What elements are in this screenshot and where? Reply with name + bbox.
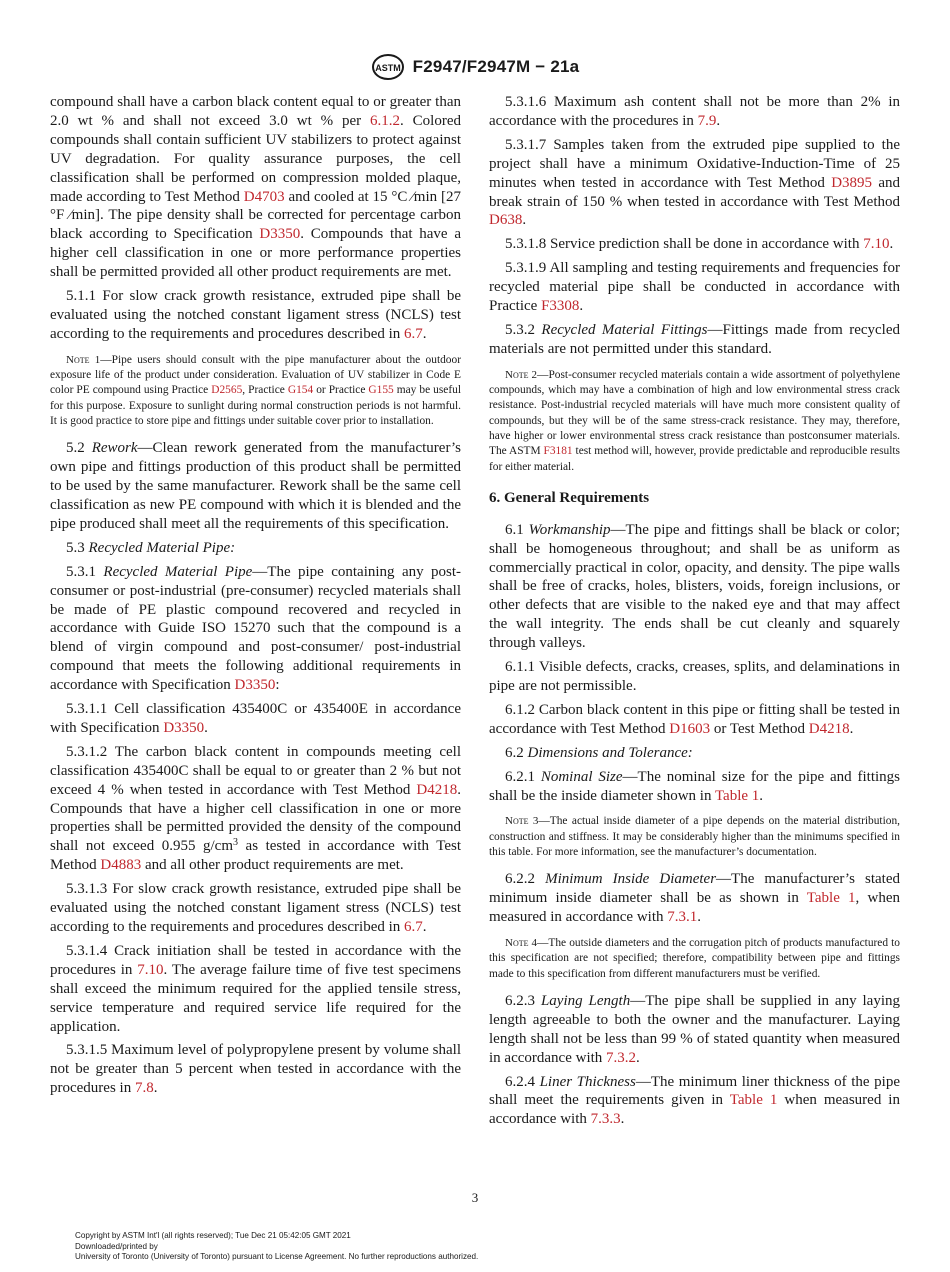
ref-link[interactable]: 6.1.2	[370, 112, 401, 129]
ref-link[interactable]: F3181	[543, 445, 573, 458]
paragraph-5-3-1-1: 5.3.1.1 Cell classification 435400C or 435400E in accordance with Specification D3350.	[50, 701, 461, 736]
paragraph-6-1-2: 6.1.2 Carbon black content in this pipe or fitting shall be tested in accordance with Test Method D1603 or Test Method D4218.	[489, 701, 900, 737]
note-4: Note 4—The outside diameters and the corrugation pitch of products manufactured to this specification are not specified; therefore, compatibility between pipe and fittings made to this specification from different manufacturers must be verified.	[489, 937, 901, 980]
ref-link[interactable]: 6.7	[404, 919, 423, 936]
paragraph-5-3-1-7: 5.3.1.7 Samples taken from the extruded pipe supplied to the project shall have a minimum Oxidative-Induction-Time of 25 minutes when tested in accordance with Test Method D3895 and break strain of 150 % when tested in accordance with Test Method D638.	[489, 136, 900, 229]
paragraph-5-3-1-9: 5.3.1.9 All sampling and testing requirements and frequencies for recycled material pipe shall be conducted in accordance with Practice F3308.	[489, 260, 900, 315]
paragraph-6-2-2: 6.2.2 Minimum Inside Diameter—The manufacturer’s stated minimum inside diameter shall be as shown in Table 1, when measured in accordance with 7.3.1.	[489, 871, 900, 926]
ref-link[interactable]: D4218	[416, 781, 458, 798]
ref-link[interactable]: D1603	[669, 720, 711, 737]
note-2: Note 2—Post-consumer recycled materials contain a wide assortment of polyethylene compounds, which may have a combination of high and low environmental stress crack resistance. Post-industrial recycled materials will have much more consistent quality of compounds, but they will be of the same stress-crack resistance. They may, therefore, have higher or lower environmental stress crack resistance than postconsumer materials. The ASTM F3181 test method will, however, provide predictable and reproducible results for either material.	[489, 368, 900, 473]
ref-link[interactable]: 7.3.3	[590, 1111, 621, 1128]
ref-link[interactable]: 7.9	[697, 112, 717, 129]
footer-line: Copyright by ASTM Int'l (all rights reserved); Tue Dec 21 05:42:05 GMT 2021	[75, 1231, 351, 1240]
footer-line: Downloaded/printed by	[75, 1241, 158, 1251]
ref-link[interactable]: G155	[368, 384, 394, 397]
right-column	[489, 93, 900, 1134]
document-designation: F2947/F2947M − 21a	[412, 57, 580, 76]
paragraph-5-1-1: 5.1.1 For slow crack growth resistance, extruded pipe shall be evaluated using the notched constant ligament stress (NCLS) test according to the requirements and procedures described in 6.7.	[50, 288, 461, 342]
ref-link[interactable]: 7.10	[137, 961, 164, 978]
astm-logo-icon	[371, 53, 405, 81]
ref-link[interactable]: 7.3.2	[606, 1049, 637, 1066]
ref-link[interactable]: G154	[287, 384, 314, 397]
paragraph-5-3-2: 5.3.2 Recycled Material Fittings—Fittings made from recycled materials are not permitted under this standard.	[489, 321, 900, 357]
page-number: 3	[471, 1190, 479, 1205]
ref-link[interactable]: Table 1	[806, 890, 856, 907]
footer-line: University of Toronto (University of Toronto) pursuant to License Agreement. No further reproductions authorized.	[75, 1252, 479, 1262]
ref-link[interactable]: 7.8	[134, 1080, 154, 1097]
section-heading-6: 6. General Requirements	[489, 489, 650, 506]
paragraph-6-1-1: 6.1.1 Visible defects, cracks, creases, splits, and delaminations in pipe are not permissible.	[489, 659, 900, 695]
ref-link[interactable]: 7.3.1	[667, 909, 698, 926]
ref-link[interactable]: D4218	[808, 720, 850, 737]
ref-link[interactable]: D3350	[163, 719, 205, 736]
paragraph-5-3-1-2: 5.3.1.2 The carbon black content in compounds meeting cell classification 435400C shall be equal to or greater than 2 % but not exceed 4 % when tested in accordance with Test Method D4218. Compounds that have a higher cell classification in one or more properties shall be permitted provided the density of the compound shall not exceed 0.955 $g/cm^3$ as tested in accordance with Test Method D4883 and all other product requirements are met.	[50, 743, 461, 874]
ref-link[interactable]: Table 1	[714, 787, 760, 804]
ref-link[interactable]: D4883	[100, 857, 142, 874]
paragraph-5-3-1-6: 5.3.1.6 Maximum ash content shall not be more than 2% in accordance with the procedures in 7.9.	[489, 94, 900, 129]
paragraph-5-3: 5.3 Recycled Material Pipe:	[66, 539, 236, 556]
paragraph-5-2: 5.2 Rework—Clean rework generated from the manufacturer’s own pipe and fittings production of this product shall be permitted to be used by the same manufacturer. Rework shall be the same cell classification as new PE compound with which it is blended and the pipe produced shall meet all the requirements of this specification.	[50, 440, 462, 532]
note-1: Note 1—Pipe users should consult with the pipe manufacturer about the outdoor exposure life of the product under consideration. Evaluation of UV stabilizer in Code E color PE compound using Practice D2565, Practice G154 or Practice G155 may be useful for this purpose. Exposure to sunlight during normal construction periods is not harmful. It is good practice to store pipe and fittings under suitable cover prior to installation.	[50, 353, 461, 427]
paragraph-5-3-1-5: 5.3.1.5 Maximum level of polypropylene present by volume shall not be greater than 5 percent when tested in accordance with the procedures in 7.8.	[50, 1042, 461, 1097]
ref-link[interactable]: D3350	[234, 677, 276, 694]
ref-link[interactable]: D3895	[831, 174, 873, 191]
ref-link[interactable]: D2565	[211, 384, 243, 397]
svg-text:ASTM: ASTM	[374, 63, 401, 73]
note-3: Note 3—The actual inside diameter of a pipe depends on the material distribution, construction and stiffness. It may be considerably higher than the minimums specified in this table. For more information, see the manufacturer’s documentation.	[489, 815, 900, 859]
ref-link[interactable]: 6.7	[404, 325, 423, 342]
paragraph-6-1: 6.1 Workmanship—The pipe and fittings shall be black or color; shall be homogeneous throughout; and shall be as uniform as commercially practical in color, opacity, and density. The pipe walls shall be free of cracks, holes, blisters, voids, foreign inclusions, or other defects that are visible to the naked eye and that may affect the wall integrity. The ends shall be cut cleanly and squarely through valleys.	[489, 521, 901, 652]
paragraph-6-2-4: 6.2.4 Liner Thickness—The minimum liner thickness of the pipe shall meet the requirements given in Table 1 when measured in accordance with 7.3.3.	[489, 1073, 901, 1128]
page-header	[0, 52, 950, 82]
ref-link[interactable]: 7.10	[863, 236, 890, 253]
ref-link[interactable]: Table 1	[729, 1092, 778, 1109]
ref-link[interactable]: D4703	[243, 188, 285, 205]
left-column	[50, 93, 461, 1103]
paragraph-5-3-1-4: 5.3.1.4 Crack initiation shall be tested in accordance with the procedures in 7.10. The average failure time of five test specimens shall exceed the minimum required for the applied tensile stress, service temperature and required service life required for the application.	[50, 942, 462, 1035]
paragraph-5-3-1-8: 5.3.1.8 Service prediction shall be done in accordance with 7.10.	[505, 236, 894, 253]
paragraph-5-1-continued: compound shall have a carbon black content equal to or greater than 2.0 wt % and shall not exceed 3.0 wt % per 6.1.2. Colored compounds shall contain sufficient UV stabilizers to protect against UV degradation. For quality assurance purposes, the cell classification shall be performed on compression molded plaque, made according to Test Method D4703 and cooled at 15 °C ⁄min [27 °F ⁄min]. The pipe density shall be corrected for percentage carbon black according to Specification D3350. Compounds that have a higher cell classification in one or more performance properties shall be permitted provided all other product requirements are met.	[50, 94, 461, 281]
paragraph-6-2-3: 6.2.3 Laying Length—The pipe shall be supplied in any laying length agreeable to both the owner and the manufacturer. Laying length shall not be less than 99 % of stated quantity when measured in accordance with 7.3.2.	[489, 992, 900, 1066]
ref-link[interactable]: F3308	[541, 298, 580, 315]
paragraph-5-3-1-3: 5.3.1.3 For slow crack growth resistance, extruded pipe shall be evaluated using the notched constant ligament stress (NCLS) test according to the requirements and procedures described in 6.7.	[50, 881, 461, 936]
ref-link[interactable]: D3350	[259, 226, 301, 243]
paragraph-6-2: 6.2 Dimensions and Tolerance:	[505, 744, 693, 761]
paragraph-5-3-1: 5.3.1 Recycled Material Pipe—The pipe containing any post-consumer or post-industrial (pre-consumer) recycled materials shall be made of PE plastic compound recovered and recycled in accordance with Guide ISO 15270 such that the compound is a blend of virgin compound and post-consumer/ post-industrial compound that meets the following additional requirements in accordance with Specification D3350:	[50, 563, 461, 694]
ref-link[interactable]: D638	[489, 212, 523, 229]
copyright-footer	[75, 1231, 478, 1263]
paragraph-6-2-1: 6.2.1 Nominal Size—The nominal size for the pipe and fittings shall be the inside diameter shown in Table 1.	[489, 768, 901, 804]
